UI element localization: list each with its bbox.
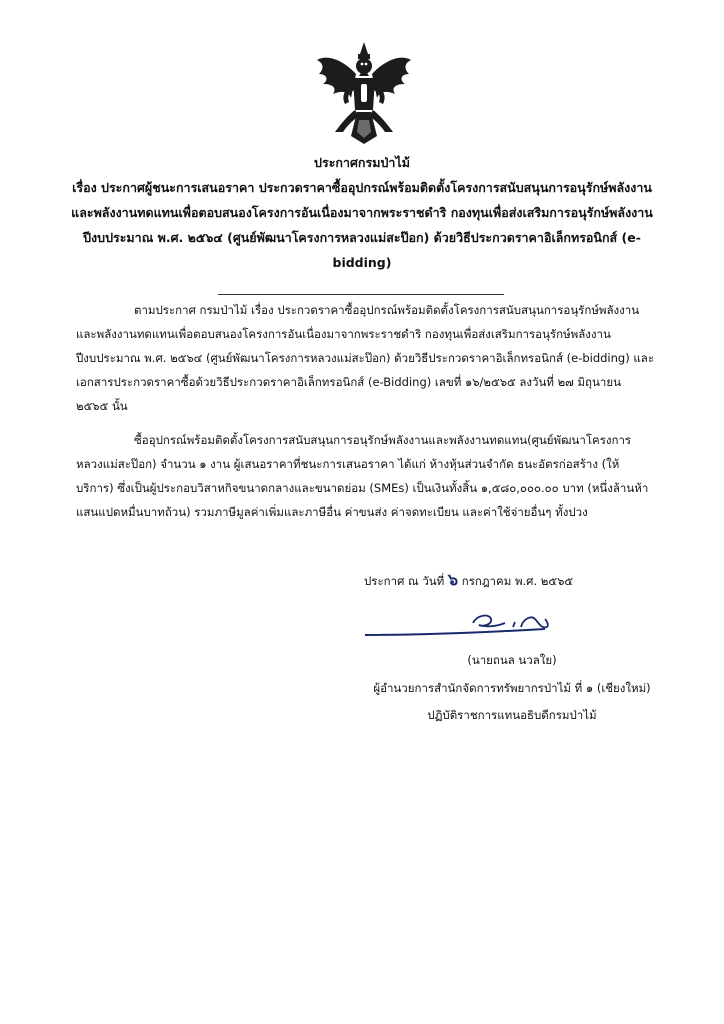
- date-prefix: ประกาศ ณ วันที่: [364, 574, 445, 588]
- subject-line-3: ปีงบประมาณ พ.ศ. ๒๕๖๔ (ศูนย์พัฒนาโครงการหลวงแม่สะป๊อก) ด้วยวิธีประกวดราคาอิเล็กทรอนิกส์ (e-: [83, 230, 641, 245]
- body-paragraph-1: [76, 298, 654, 418]
- signatory-name: (นายถนล นวลใย): [467, 653, 557, 667]
- agency-title: ประกาศกรมป่าไม้: [314, 155, 410, 170]
- header-divider: [218, 294, 504, 295]
- garuda-emblem-icon: [311, 40, 417, 146]
- signatory-position: ผู้อำนวยการสำนักจัดการทรัพยากรป่าไม้ ที่ ๑ (เชียงใหม่): [373, 681, 651, 695]
- announcement-header: [60, 150, 664, 275]
- signatory-acting: ปฏิบัติราชการแทนอธิบดีกรมป่าไม้: [427, 708, 597, 722]
- body-paragraph-1-text: ตามประกาศ กรมป่าไม้ เรื่อง ประกวดราคาซื้ออุปกรณ์พร้อมติดตั้งโครงการสนับสนุนการอนุรักษ์พลังงานและพลังงานทดแทนเพื่อตอบสนองโครงการอันเนื่องมาจากพระราชดำริ กองทุนเพื่อส่งเสริมการอนุรักษ์พลังงาน ปีงบประมาณ พ.ศ. ๒๕๖๔ (ศูนย์พัฒนาโครงการหลวงแม่สะป๊อก) ด้วยวิธีประกวดราคาอิเล็กทรอนิกส์ (e-bidding) และเอกสารประกวดราคาซื้อด้วยวิธีประกวดราคาอิเล็กทรอนิกส์ (e-Bidding) เลขที่ ๑๖/๒๕๖๕ ลงวันที่ ๒๗ มิถุนายน ๒๕๖๕ นั้น: [76, 303, 654, 413]
- subject-line-1: เรื่อง ประกาศผู้ชนะการเสนอราคา ประกวดราคาซื้ออุปกรณ์พร้อมติดตั้งโครงการสนับสนุนการอนุรักษ์พลังงาน: [72, 180, 652, 195]
- subject-line-4: bidding): [332, 255, 392, 270]
- handwritten-signature-icon: [355, 605, 565, 645]
- body-paragraph-2-text: ซื้ออุปกรณ์พร้อมติดตั้งโครงการสนับสนุนการอนุรักษ์พลังงานและพลังงานทดแทน(ศูนย์พัฒนาโครงการหลวงแม่สะป๊อก) จำนวน ๑ งาน ผู้เสนอราคาที่ชนะการเสนอราคา ได้แก่ ห้างหุ้นส่วนจำกัด ธนะอัตรก่อสร้าง (ให้บริการ) ซึ่งเป็นผู้ประกอบวิสาหกิจขนาดกลางและขนาดย่อม (SMEs) เป็นเงินทั้งสิ้น ๑,๕๘๐,๐๐๐.๐๐ บาท (หนึ่งล้านห้าแสนแปดหมื่นบาทถ้วน) รวมภาษีมูลค่าเพิ่มและภาษีอื่น ค่าขนส่ง ค่าจดทะเบียน และค่าใช้จ่ายอื่นๆ ทั้งปวง: [76, 433, 649, 519]
- date-month-year: กรกฎาคม พ.ศ. ๒๕๖๕: [461, 574, 574, 588]
- announcement-date: [364, 568, 573, 593]
- date-day: ๖: [447, 570, 459, 589]
- subject-line-2: และพลังงานทดแทนเพื่อตอบสนองโครงการอันเนื่องมาจากพระราชดำริ กองทุนเพื่อส่งเสริมการอนุรักษ์พลังงาน: [71, 205, 653, 220]
- body-paragraph-2: [76, 428, 654, 524]
